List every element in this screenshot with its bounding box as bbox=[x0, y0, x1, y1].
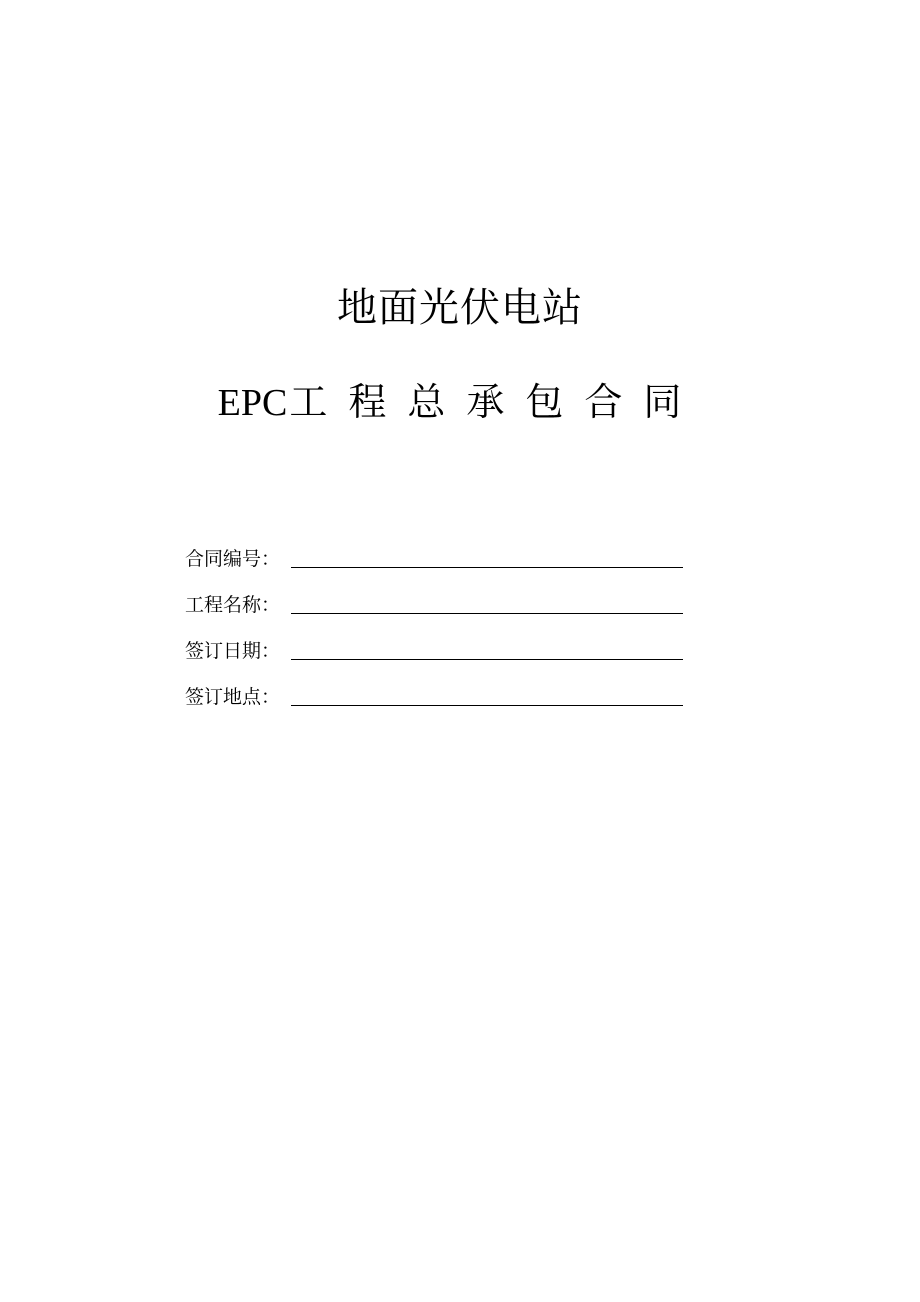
fill-in-line bbox=[291, 637, 683, 660]
fill-in-line bbox=[291, 683, 683, 706]
field-signing-date bbox=[185, 620, 685, 666]
document-subtitle bbox=[0, 376, 920, 429]
fill-in-line bbox=[291, 545, 683, 568]
field-project-name bbox=[185, 574, 685, 620]
field-contract-number bbox=[185, 528, 685, 574]
field-label: 签订日期： bbox=[185, 640, 281, 662]
field-signing-place bbox=[185, 666, 685, 712]
field-label: 工程名称： bbox=[185, 594, 281, 616]
document-title: 地面光伏电站 bbox=[337, 285, 583, 331]
subtitle-rest: 工程总承包合同 bbox=[289, 380, 703, 424]
fill-in-line bbox=[291, 591, 683, 614]
contract-info-fields bbox=[185, 528, 685, 712]
field-label: 签订地点： bbox=[185, 686, 281, 708]
subtitle-prefix: EPC bbox=[217, 382, 288, 424]
field-label: 合同编号： bbox=[185, 548, 281, 570]
